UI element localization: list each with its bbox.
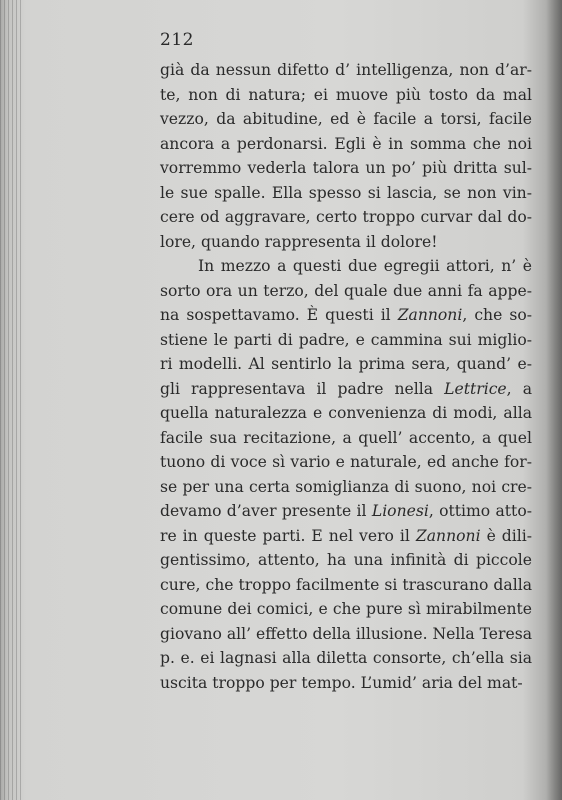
paragraph-start-line: In mezzo a questi due egregii attori, n’ è bbox=[198, 257, 532, 275]
binding-gutter bbox=[0, 0, 22, 800]
text-line: cure, che troppo facilmente si trascurano dalla bbox=[160, 575, 532, 594]
text-line: te, non di natura; ei muove più tosto da mal bbox=[160, 85, 532, 104]
italic-title: Lettrice bbox=[444, 379, 507, 398]
text-line: tuono di voce sì vario e naturale, ed anche for- bbox=[160, 453, 532, 471]
text-line: vorremmo vederla talora un po’ più dritta sul- bbox=[160, 159, 532, 177]
text-line: re in queste parti. E nel vero il Zannoni è dili- bbox=[160, 526, 533, 545]
text-line: gentissimo, attento, ha una infinità di piccole bbox=[160, 551, 532, 569]
text-line: p. e. ei lagnasi alla diletta consorte, ch’ella sia bbox=[160, 649, 532, 667]
page-edge-shadow bbox=[546, 0, 562, 800]
text-line: facile sua recitazione, a quell’ accento, a quel bbox=[160, 428, 532, 447]
italic-name: Lionesi bbox=[371, 502, 429, 520]
italic-name: Zannoni bbox=[415, 526, 481, 545]
italic-name: Zannoni bbox=[397, 306, 463, 324]
text-line: uscita troppo per tempo. L’umid’ aria del mat- bbox=[160, 673, 523, 692]
text-line: devamo d’aver presente il Lionesi, ottimo atto- bbox=[160, 502, 532, 520]
text-line: giovano all’ effetto della illusione. Nella Teresa bbox=[160, 624, 532, 643]
page-number: 212 bbox=[160, 30, 194, 50]
text-line: lore, quando rappresenta il dolore! bbox=[160, 232, 438, 251]
text-line: na sospettavamo. È questi il Zannoni, che so- bbox=[160, 306, 532, 324]
text-line: quella naturalezza e convenienza di modi, alla bbox=[160, 404, 532, 422]
text-line: gli rappresentava il padre nella Lettrice, a bbox=[160, 379, 532, 398]
text-line: ri modelli. Al sentirlo la prima sera, quand’ e- bbox=[160, 355, 532, 373]
text-line: comune dei comici, e che pure sì mirabilmente bbox=[160, 600, 532, 618]
text-line: se per una certa somiglianza di suono, noi cre- bbox=[160, 477, 532, 496]
text-line: ancora a perdonarsi. Egli è in somma che noi bbox=[160, 134, 532, 153]
text-line: già da nessun difetto d’ intelligenza, non d’ar- bbox=[160, 61, 532, 79]
text-line: le sue spalle. Ella spesso si lascia, se non vin- bbox=[160, 183, 532, 202]
body-text bbox=[160, 58, 532, 695]
text-line: vezzo, da abitudine, ed è facile a torsi, facile bbox=[160, 110, 532, 128]
text-line: sorto ora un terzo, del quale due anni fa appe- bbox=[160, 281, 532, 300]
text-line: stiene le parti di padre, e cammina sui miglio- bbox=[160, 330, 532, 349]
text-line: cere od aggravare, certo troppo curvar dal do- bbox=[160, 208, 532, 226]
